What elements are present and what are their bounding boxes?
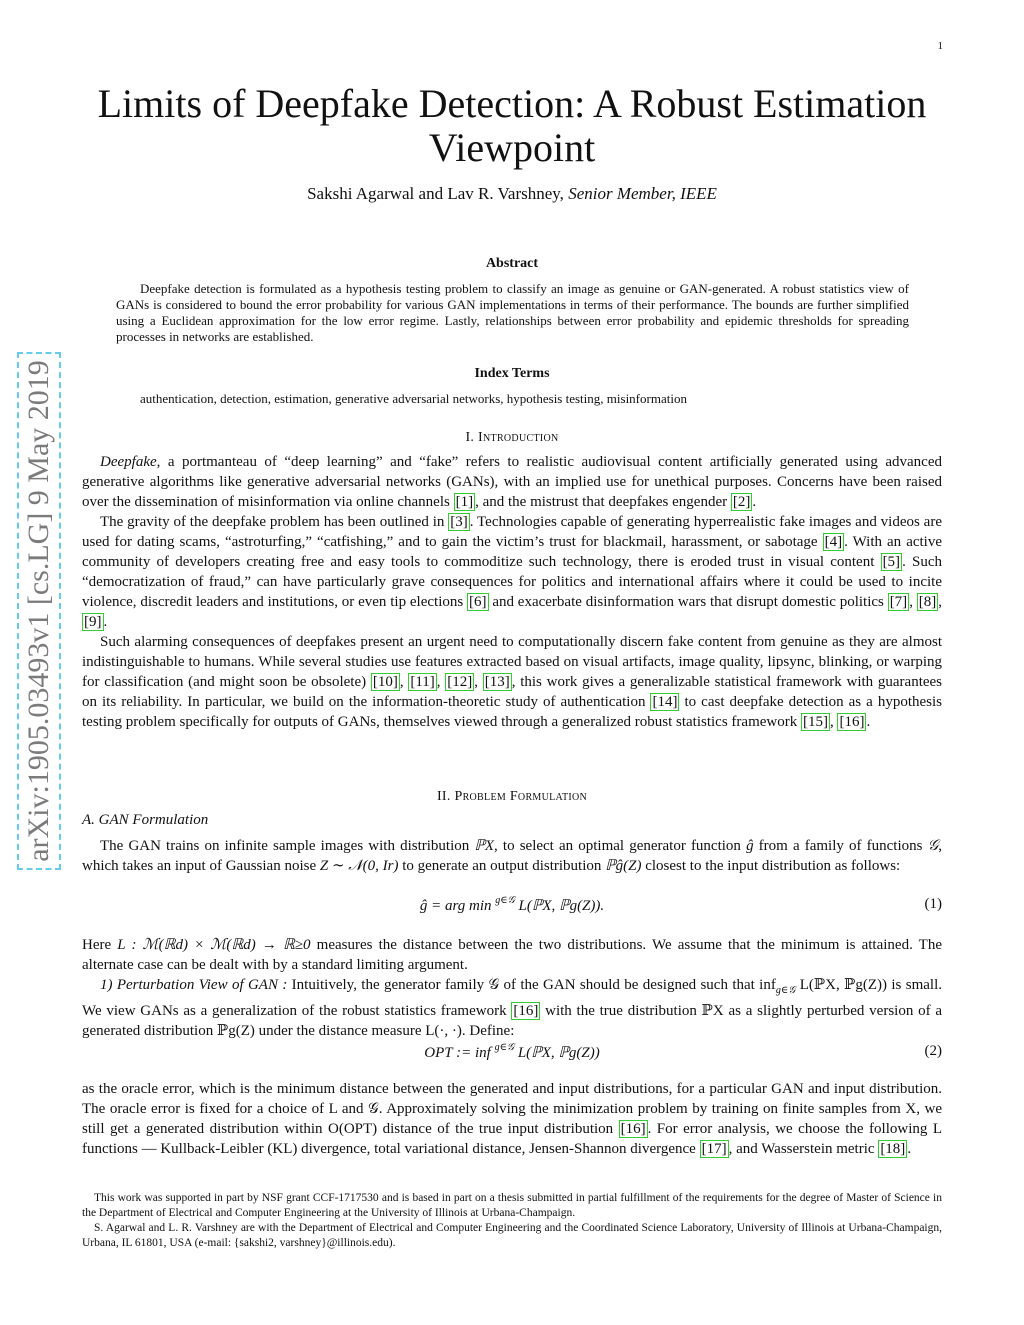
citation-link[interactable]: [16] [620,1121,646,1137]
equation-lhs: OPT := inf [424,1045,491,1061]
citation-link[interactable]: [1] [455,494,474,510]
text-run: with the true distribution ℙX as a slightly perturbed version of a generated distribution ℙg(Z) under the distance measure L(·, ·). Define: [82,1003,943,1039]
math-symbol: 𝒢 [927,838,939,854]
author-names: Sakshi Agarwal and Lav R. Varshney, [307,184,564,203]
equation-2 [82,1043,942,1062]
citation-link[interactable]: [5] [882,554,901,570]
text-run: Intuitively, the generator family 𝒢 of the GAN should be designed such that inf [287,977,776,993]
math-symbol: L : ℳ(ℝd) × ℳ(ℝd) → ℝ≥0 [117,937,311,953]
separator: , [829,714,838,730]
citation-link[interactable]: [12] [447,674,473,690]
text-run: Such alarming consequences of deepfakes present an urgent need to computationally discern fake content from genuine as they are almost indistinguishable to humans. While several studies use features extracted based on visual artifacts, image quality, lipsync, blinking, or warping for classification (and might soon be obsolete) [82,634,942,690]
citation-link[interactable]: [2] [732,494,751,510]
text-run: . [752,494,757,510]
text-run: . Such “democratization of fraud,” can have particularly grave consequences for politics and international affairs where it could be used to incite violence, discredit leaders and institutions, or even tip elections [82,554,943,610]
citation-link[interactable]: [14] [652,694,678,710]
arxiv-identifier[interactable]: arXiv:1905.03493v1 [cs.LG] 9 May 2019 [17,352,61,870]
introduction-body [82,452,942,732]
separator: , [474,674,483,690]
citation-link[interactable]: [3] [450,514,468,530]
text-run: . With an active community of developers creating free and easy tools to commoditize such technology, there is eroded trust in visual content [82,534,942,570]
math-symbol: g∈𝒢 [775,985,796,996]
citation-link[interactable]: [7] [889,594,908,610]
citation-link[interactable]: [15] [802,714,828,730]
citation-link[interactable]: [11] [410,674,435,690]
math-symbol: ℙX [474,838,495,854]
citation-link[interactable]: [6] [469,594,487,610]
equation-subscript: g∈𝒢 [494,1042,515,1053]
citation-link[interactable]: [9] [84,614,102,630]
intro-paragraph-2 [82,512,942,632]
term-deepfake: Deepfake [100,454,157,470]
equation-number: (2) [924,1043,942,1059]
author-role: Senior Member, IEEE [568,184,717,203]
equation-rhs: L(ℙX, ℙg(Z)). [518,898,605,914]
equation-rhs: L(ℙX, ℙg(Z)) [517,1045,600,1061]
page-number: 1 [937,40,943,52]
text-run: measures the distance between the two distributions. We assume that the minimum is attained. The alternate case can be dealt with by a standard limiting argument. [82,937,942,973]
footnote-affiliation: S. Agarwal and L. R. Varshney are with the Department of Electrical and Computer Engineering and the Coordinated Science Laboratory, University of Illinois at Urbana-Champaign, Urbana, IL 61801, USA (e-mail: {sakshi2, varshney}@illinois.edu). [82,1222,942,1249]
text-run: , to select an optimal generator function [494,838,747,854]
citation-link[interactable]: [16] [513,1003,539,1019]
text-run: , which takes an input of Gaussian noise [82,838,943,874]
section-title: Introduction [478,430,559,445]
gan-paragraph-1 [82,836,942,876]
abstract-heading: Abstract [485,256,539,271]
equation-number: (1) [924,896,942,912]
text-run: as the oracle error, which is the minimum distance between the generated and input distributions, for a particular GAN and input distribution. The oracle error is fixed for a choice of L and 𝒢. Approximately solving the minimization problem by training on finite samples from X, we still get a generated distribution within O(OPT) distance of the true input distribution [82,1081,942,1137]
citation-link[interactable]: [17] [701,1141,727,1157]
index-terms-heading: Index Terms [474,366,550,381]
section-heading-introduction [0,430,1024,446]
gan-paragraph-2 [82,935,942,1041]
section-number: II. [436,789,451,804]
text-run: closest to the input distribution as follows: [641,858,901,874]
paper-title: Limits of Deepfake Detection: A Robust Estimation Viewpoint [97,81,927,170]
text-run: . Technologies capable of generating hyperrealistic fake images and videos are used for dating scams, “astroturfing,” “catfishing,” and to gain the victim’s trust for blackmail, harassment, or sabotage [82,514,942,550]
citation-link[interactable]: [16] [839,714,865,730]
index-terms-text: authentication, detection, estimation, generative adversarial networks, hypothesis testing, misinformation [140,391,687,406]
separator: . [907,1141,912,1157]
separator: , [436,674,446,690]
separator: , [909,594,917,610]
separator: . [866,714,871,730]
footnotes [82,1191,942,1251]
text-run: The gravity of the deepfake problem has been outlined in [100,514,449,530]
text-run: , a portmanteau of “deep learning” and “fake” refers to realistic audiovisual content artificially generated using advanced generative algorithms like generative adversarial networks (GANs), with an implied use for unethical purposes. Concerns have been raised over the dissemination of misinformation via online channels [82,454,942,510]
footnote-funding: This work was supported in part by NSF grant CCF-1717530 and is based in part on a thesis submitted in partial fulfillment of the requirements for the degree of Master of Science in the Department of Electrical and Computer Engineering at the University of Illinois at Urbana-Champaign. [82,1192,942,1219]
text-run: from a family of functions [753,838,928,854]
text-run: , and Wasserstein metric [728,1141,879,1157]
equation-lhs: ĝ = arg min [419,898,492,914]
citation-link[interactable]: [8] [918,594,937,610]
math-symbol: Z ∼ 𝒩(0, Ir) [319,858,399,874]
author-line [60,184,964,204]
text-run: . For error analysis, we choose the following L functions — Kullback-Leibler (KL) divergence, total variational distance, Jensen-Shannon divergence [82,1121,942,1157]
math-symbol: ℙĝ(Z) [605,858,642,874]
text-run: Here [82,937,118,953]
subsection-heading: A. GAN Formulation [82,812,209,828]
equation-1 [82,896,942,915]
text-run: , this work gives a generalizable statistical framework with guarantees on its reliability. In particular, we build on the information-theoretic study of authentication [82,674,943,710]
section-number: I. [465,430,475,445]
text-run: , and the mistrust that deepfakes engender [475,494,731,510]
gan-paragraph-3 [82,1079,942,1159]
arxiv-sidebar [14,316,64,906]
text-run: to generate an output distribution [398,858,606,874]
citation-link[interactable]: [18] [880,1141,906,1157]
equation-subscript: g∈𝒢 [495,895,515,906]
separator: , [938,594,942,610]
math-symbol: ĝ [746,838,754,854]
intro-paragraph-3 [82,632,942,732]
separator: , [399,674,409,690]
paragraph-label: 1) Perturbation View of GAN : [100,977,288,993]
section-title: Problem Formulation [454,789,588,804]
text-run: to cast deepfake detection as a hypothesis testing problem specifically for outputs of GANs, themselves viewed through a generalized robust statistics framework [82,694,942,730]
citation-link[interactable]: [10] [372,674,398,690]
separator: . [103,614,108,630]
text-run: and exacerbate disinformation wars that disrupt domestic politics [488,594,888,610]
text-run: L(ℙX, ℙg(Z)) is small. We view GANs as a generalization of the robust statistics framework [82,977,943,1019]
section-heading-problem-formulation [0,789,1024,805]
citation-link[interactable]: [4] [824,534,843,550]
text-run: The GAN trains on infinite sample images with distribution [100,838,475,854]
abstract-text: Deepfake detection is formulated as a hypothesis testing problem to classify an image as genuine or GAN-generated. A robust statistics view of GANs is considered to bound the error probability for various GAN implementations in terms of their performance. The bounds are further simplified using a Euclidean approximation for the low error regime. Lastly, relationships between error probability and epidemic thresholds for spreading processes in networks are established. [116,281,909,344]
intro-paragraph-1 [82,452,942,512]
citation-link[interactable]: [13] [484,674,510,690]
